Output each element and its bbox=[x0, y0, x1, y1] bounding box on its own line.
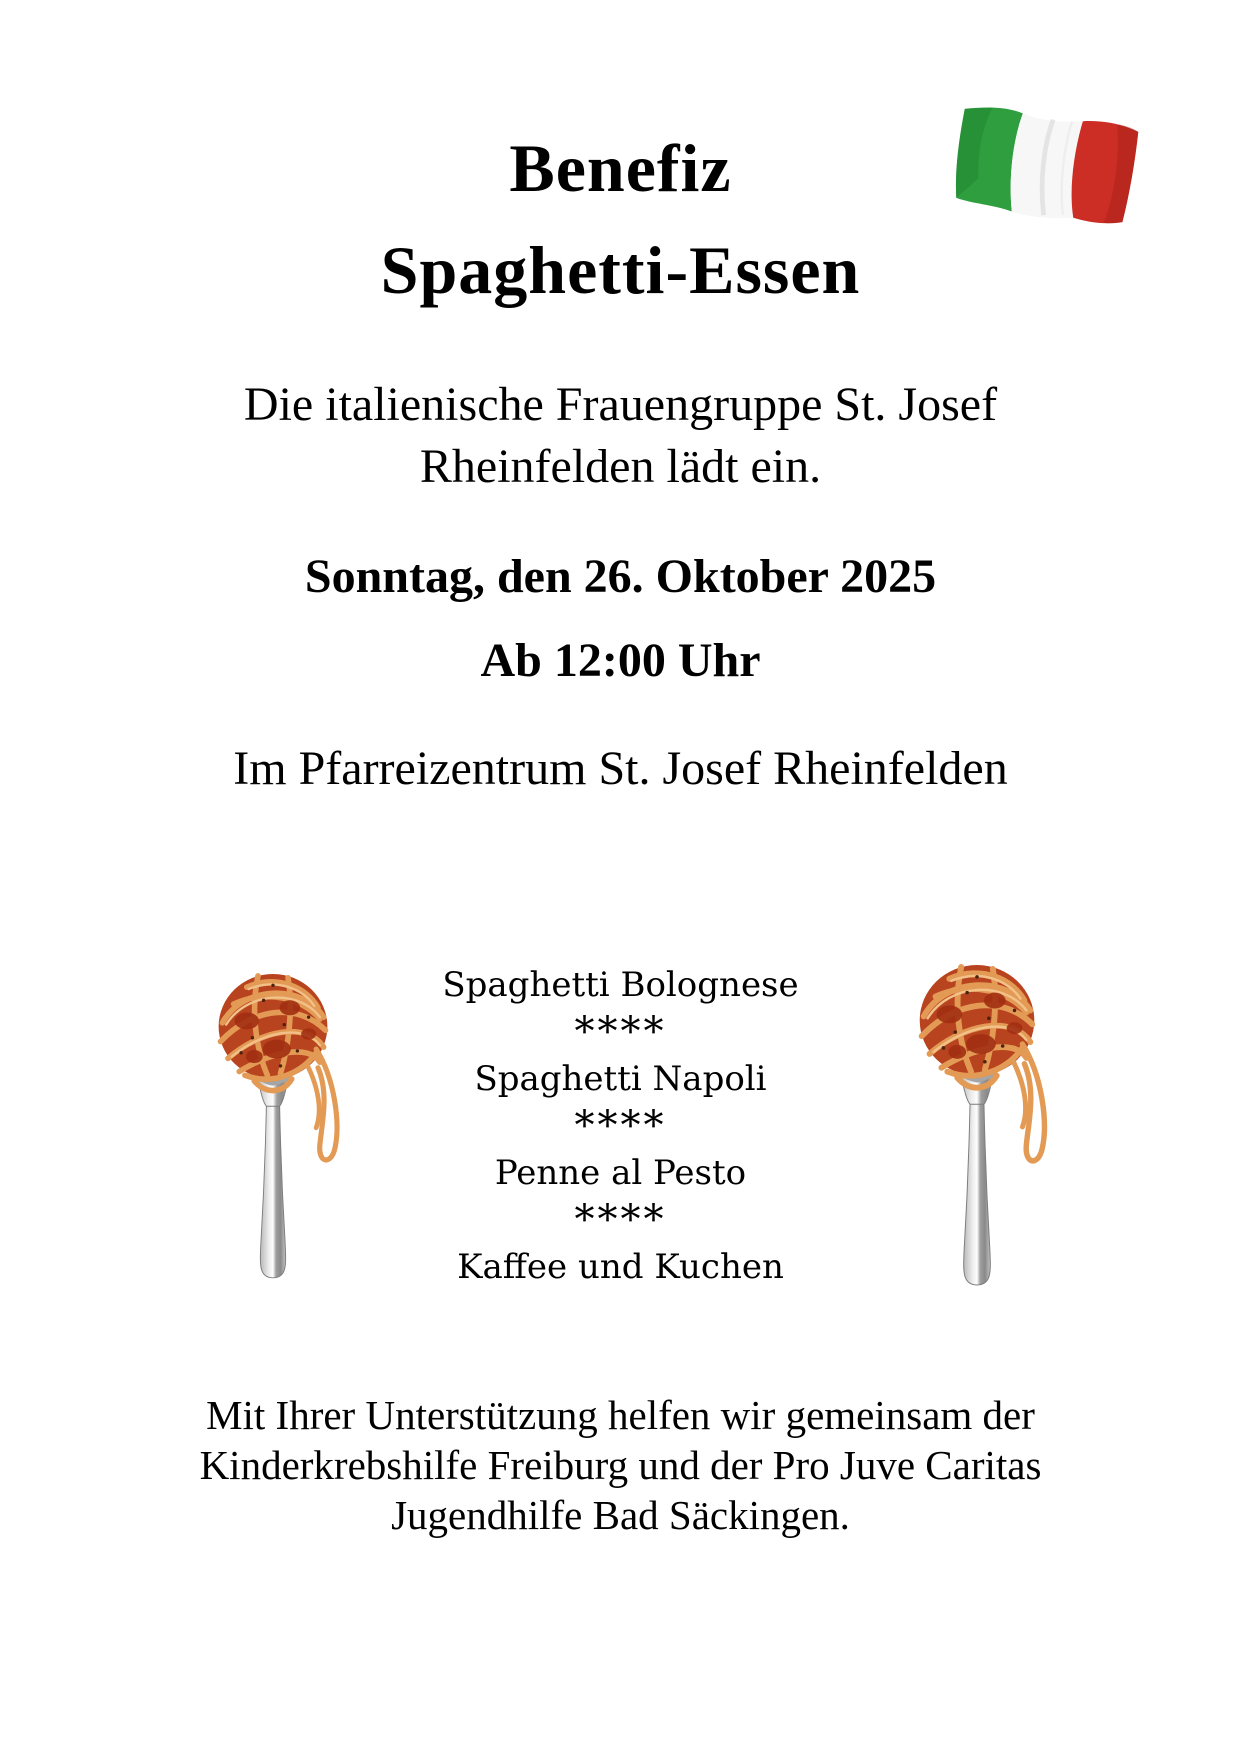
menu-item-4: Kaffee und Kuchen bbox=[457, 1247, 784, 1287]
menu-item-1: Spaghetti Bolognese bbox=[442, 965, 799, 1005]
menu-item-2: Spaghetti Napoli bbox=[474, 1059, 767, 1099]
menu-item-3: Penne al Pesto bbox=[494, 1153, 747, 1193]
charity-note-line-3: Jugendhilfe Bad Säckingen. bbox=[391, 1492, 850, 1538]
menu-list bbox=[0, 962, 1241, 1291]
menu-separator: **** bbox=[574, 1197, 667, 1243]
menu-separator: **** bbox=[574, 1009, 667, 1055]
charity-note-line-1: Mit Ihrer Unterstützung helfen wir gemeinsam der bbox=[206, 1392, 1035, 1438]
event-time: Ab 12:00 Uhr bbox=[480, 634, 761, 687]
title-line-2: Spaghetti-Essen bbox=[380, 232, 861, 308]
event-date: Sonntag, den 26. Oktober 2025 bbox=[304, 550, 937, 603]
charity-note bbox=[0, 1390, 1241, 1540]
event-location: Im Pfarreizentrum St. Josef Rheinfelden bbox=[233, 742, 1008, 795]
menu-separator: **** bbox=[574, 1103, 667, 1149]
invitation-text bbox=[0, 374, 1241, 498]
invitation-line-1: Die italienische Frauengruppe St. Josef bbox=[243, 378, 998, 431]
invitation-line-2: Rheinfelden lädt ein. bbox=[419, 440, 822, 493]
title-line-1: Benefiz bbox=[509, 130, 732, 206]
charity-note-line-2: Kinderkrebshilfe Freiburg und der Pro Juve Caritas bbox=[199, 1442, 1042, 1488]
